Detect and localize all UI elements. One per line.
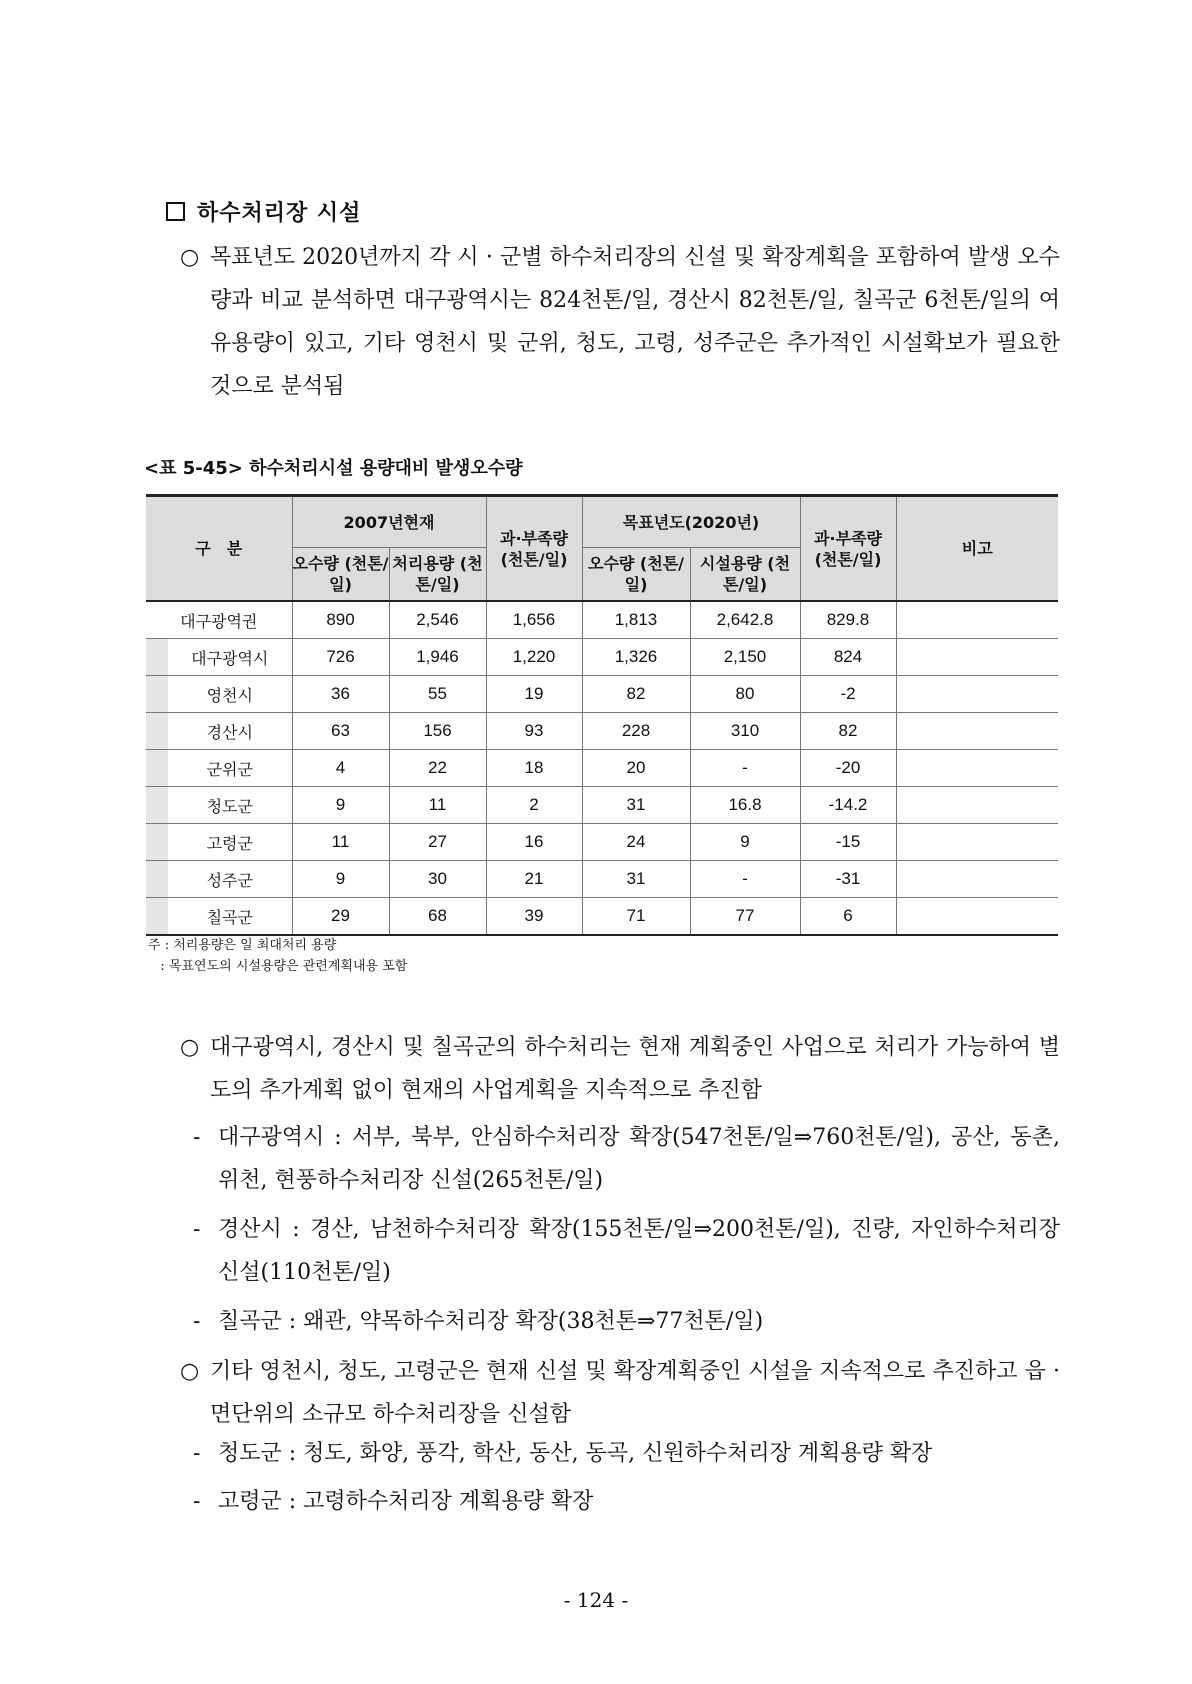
sub-item-2	[193, 1208, 1060, 1294]
header-sewage: 오수량 (천톤/일)	[292, 548, 389, 602]
sub-text-4: 청도군 : 청도, 화양, 풍각, 학산, 동산, 동곡, 신원하수처리장 계획용량 확장	[218, 1441, 933, 1466]
cell-c1: 36	[292, 676, 389, 713]
cell-c4: 20	[582, 750, 690, 787]
bullet-text-3: 기타 영천시, 청도, 고령군은 현재 신설 및 확장계획중인 시설을 지속적으로 추진하고 읍 · 면단위의 소규모 하수처리장을 신설함	[210, 1359, 1060, 1427]
cell-c2: 1,946	[389, 639, 486, 676]
note-line: : 목표연도의 시설용량은 관련계획내용 포함	[148, 959, 408, 974]
cell-note	[896, 601, 1058, 639]
sub-item-5	[193, 1480, 1060, 1523]
sub-text-5: 고령군 : 고령하수처리장 계획용량 확장	[218, 1489, 594, 1514]
cell-c3: 2	[486, 787, 582, 824]
table-row	[146, 639, 1058, 676]
cell-note	[896, 787, 1058, 824]
sub-item-4	[193, 1432, 1060, 1475]
circle-bullet-icon: ○	[180, 1035, 200, 1060]
header-current-group: 2007년현재	[292, 496, 486, 548]
cell-c6: -15	[800, 824, 896, 861]
cell-c2: 22	[389, 750, 486, 787]
cell-c2: 2,546	[389, 601, 486, 639]
note-line: 주 : 처리용량은 일 최대처리 용량	[148, 938, 337, 953]
cell-c3: 21	[486, 861, 582, 898]
sewage-capacity-table	[146, 494, 1058, 936]
header-note: 비고	[896, 496, 1058, 602]
cell-c2: 55	[389, 676, 486, 713]
cell-c5: 16.8	[690, 787, 800, 824]
cell-c5: -	[690, 861, 800, 898]
row-name: 대구광역시	[146, 639, 292, 676]
cell-c5: 2,150	[690, 639, 800, 676]
bullet-text-2: 대구광역시, 경산시 및 칠곡군의 하수처리는 현재 계획중인 사업으로 처리가 가능하여 별도의 추가계획 없이 현재의 사업계획을 지속적으로 추진함	[210, 1035, 1060, 1103]
cell-c2: 27	[389, 824, 486, 861]
cell-c6: -2	[800, 676, 896, 713]
cell-c4: 228	[582, 713, 690, 750]
table-row	[146, 787, 1058, 824]
circle-bullet-icon: ○	[180, 1359, 200, 1384]
header-sewage-target: 오수량 (천톤/일)	[582, 548, 690, 602]
table-row	[146, 861, 1058, 898]
row-name: 영천시	[146, 676, 292, 713]
header-capacity: 처리용량 (천톤/일)	[389, 548, 486, 602]
checkbox-square-icon	[166, 202, 185, 221]
sub-text-2: 경산시 : 경산, 남천하수처리장 확장(155천톤/일⇒200천톤/일), 진량, 자인하수처리장 신설(110천톤/일)	[218, 1217, 1060, 1285]
cell-c6: 6	[800, 898, 896, 936]
cell-note	[896, 713, 1058, 750]
cell-c1: 63	[292, 713, 389, 750]
cell-c6: 824	[800, 639, 896, 676]
cell-c5: 9	[690, 824, 800, 861]
table-row	[146, 676, 1058, 713]
cell-c4: 71	[582, 898, 690, 936]
cell-c1: 726	[292, 639, 389, 676]
cell-c5: 2,642.8	[690, 601, 800, 639]
cell-c3: 39	[486, 898, 582, 936]
dash-bullet: -	[193, 1125, 201, 1150]
table-caption: <표 5-45> 하수처리시설 용량대비 발생오수량	[144, 458, 523, 479]
cell-c6: 82	[800, 713, 896, 750]
cell-c3: 93	[486, 713, 582, 750]
table-notes	[148, 935, 407, 977]
cell-c5: -	[690, 750, 800, 787]
row-name: 군위군	[146, 750, 292, 787]
cell-c3: 19	[486, 676, 582, 713]
table-row	[146, 898, 1058, 936]
header-surplus-current: 과·부족량 (천톤/일)	[486, 496, 582, 602]
section-title-text: 하수처리장 시설	[197, 201, 362, 226]
cell-c4: 24	[582, 824, 690, 861]
table-row	[146, 713, 1058, 750]
cell-c5: 77	[690, 898, 800, 936]
cell-c4: 82	[582, 676, 690, 713]
cell-c4: 31	[582, 787, 690, 824]
cell-note	[896, 750, 1058, 787]
cell-c5: 80	[690, 676, 800, 713]
cell-c6: -20	[800, 750, 896, 787]
intro-text: 목표년도 2020년까지 각 시 · 군별 하수처리장의 신설 및 확장계획을 포함하여 발생 오수량과 비교 분석하면 대구광역시는 824천톤/일, 경산시 82천톤/일, 칠곡군 6천톤/일의 여유용량이 있고, 기타 영천시 및 군위, 청도, 고령, 성주군은 추가적인 시설확보가 필요한 것으로 분석됨	[210, 245, 1060, 399]
cell-c3: 18	[486, 750, 582, 787]
dash-bullet: -	[193, 1217, 201, 1242]
cell-c5: 310	[690, 713, 800, 750]
dash-bullet: -	[193, 1441, 201, 1466]
cell-c2: 11	[389, 787, 486, 824]
sub-text-1: 대구광역시 : 서부, 북부, 안심하수처리장 확장(547천톤/일⇒760천톤/일), 공산, 동촌, 위천, 현풍하수처리장 신설(265천톤/일)	[218, 1125, 1060, 1193]
page-number: - 124 -	[563, 1588, 629, 1612]
cell-c1: 9	[292, 861, 389, 898]
dash-bullet: -	[193, 1489, 201, 1514]
cell-c1: 4	[292, 750, 389, 787]
row-name: 경산시	[146, 713, 292, 750]
cell-c1: 890	[292, 601, 389, 639]
cell-note	[896, 824, 1058, 861]
intro-paragraph	[180, 236, 1060, 408]
header-surplus-target: 과·부족량 (천톤/일)	[800, 496, 896, 602]
sub-item-1	[193, 1116, 1060, 1202]
circle-bullet-icon: ○	[180, 245, 200, 270]
table-row	[146, 601, 1058, 639]
cell-c1: 11	[292, 824, 389, 861]
row-name: 성주군	[146, 861, 292, 898]
cell-note	[896, 898, 1058, 936]
section-title	[166, 196, 361, 227]
row-name: 고령군	[146, 824, 292, 861]
sub-text-3: 칠곡군 : 왜관, 약목하수처리장 확장(38천톤⇒77천톤/일)	[218, 1309, 764, 1334]
header-division: 구 분	[146, 496, 292, 602]
header-target-group: 목표년도(2020년)	[582, 496, 800, 548]
table-row	[146, 750, 1058, 787]
cell-c6: 829.8	[800, 601, 896, 639]
cell-c4: 1,813	[582, 601, 690, 639]
header-facility: 시설용량 (천톤/일)	[690, 548, 800, 602]
row-name: 청도군	[146, 787, 292, 824]
row-name: 대구광역권	[146, 601, 292, 639]
cell-c6: -14.2	[800, 787, 896, 824]
cell-c3: 1,656	[486, 601, 582, 639]
row-name: 칠곡군	[146, 898, 292, 936]
bullet-paragraph-3	[180, 1350, 1060, 1436]
dash-bullet: -	[193, 1309, 201, 1334]
cell-c4: 31	[582, 861, 690, 898]
cell-c2: 30	[389, 861, 486, 898]
table-body	[146, 601, 1058, 935]
cell-c1: 9	[292, 787, 389, 824]
cell-note	[896, 861, 1058, 898]
table-row	[146, 824, 1058, 861]
cell-c6: -31	[800, 861, 896, 898]
bullet-paragraph-2	[180, 1026, 1060, 1112]
cell-c3: 1,220	[486, 639, 582, 676]
cell-note	[896, 639, 1058, 676]
cell-c4: 1,326	[582, 639, 690, 676]
cell-c2: 68	[389, 898, 486, 936]
cell-c3: 16	[486, 824, 582, 861]
cell-note	[896, 676, 1058, 713]
cell-c2: 156	[389, 713, 486, 750]
cell-c1: 29	[292, 898, 389, 936]
sub-item-3	[193, 1300, 1060, 1343]
